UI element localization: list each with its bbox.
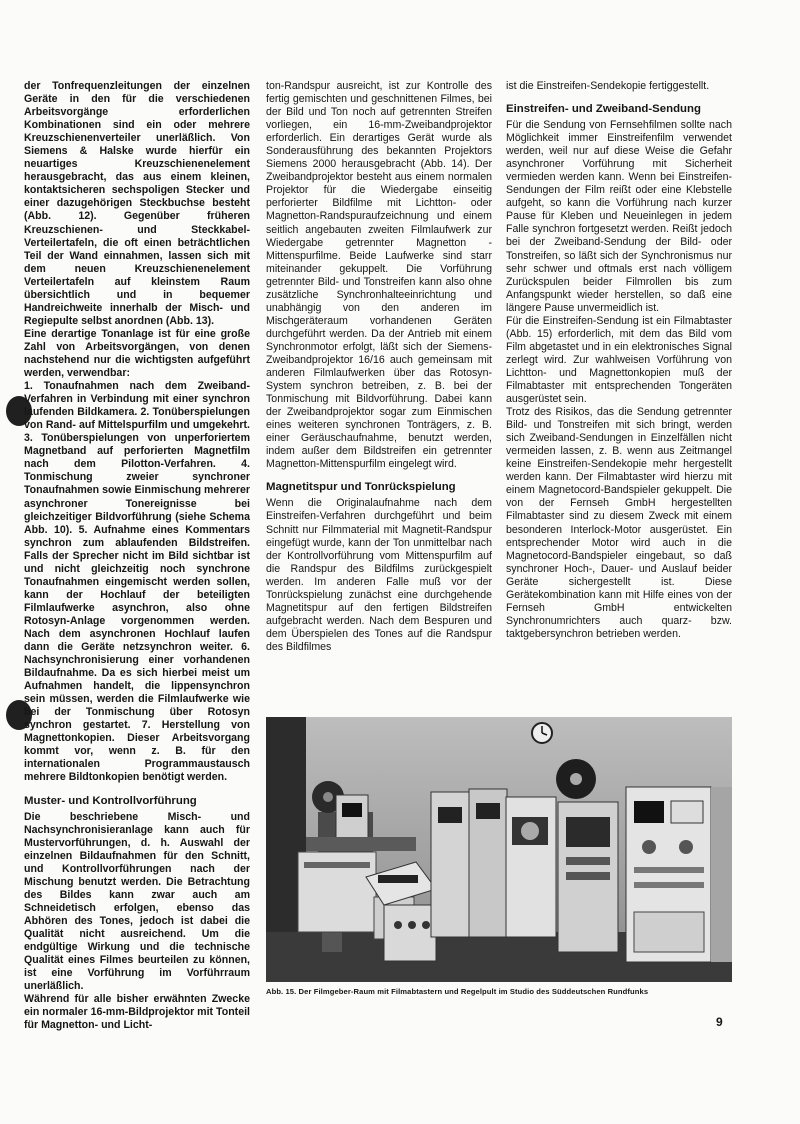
paragraph: 1. Tonaufnahmen nach dem Zweiband-Verfahren in Verbindung mit einer synchron laufenden Bildkamera. 2. Tonüberspielungen von Rand- auf Mittelspurfilm und umgekehrt. 3. Tonüberspielungen von unperforiertem Magnetband auf perforierten Magnetfilm nach dem Pilotton-Verfahren. 4. Tonmischung zweier synchroner Tonaufnahmen sowie Einmischung mehrerer asynchroner Tonereignisse bei gleichzeitiger Bildvorführung (siehe Schema Abb. 10). 5. Aufnahme eines Kommentars synchron zum ablaufenden Bildstreifen. Falls der Sprecher nicht im Bild sichtbar ist und nicht gleichzeitig noch synchrone Tonaufnahmen eingemischt werden sollen, kann der Hochlauf der beteiligten Filmlaufwerke asynchron, also ohne Rotosyn-Anlage vorgenommen werden. Nach dem asynchronen Hochlauf laufen dann die Geräte netzsynchron weiter. 6. Nachsynchronisierung einer vorhandenen Bildaufnahme. Da es sich hierbei meist um Aufnahmen handelt, die lippensynchron sein müssen, werden die Filmlaufwerke wie bei der Tonmischung über Rotosyn synchron gestartet. 7. Herstellung von Magnettonkopien. Dieser Arbeitsvorgang kommt vor, wenn z. B. für den internationalen Programmaustausch mehrere Bildtonkopien benötigt werden. bbox=[24, 380, 250, 784]
paragraph: ist die Einstreifen-Sendekopie fertiggestellt. bbox=[506, 80, 710, 92]
section-heading: Magnetitspur und Tonrückspielung bbox=[266, 481, 456, 494]
paragraph: Während für alle bisher erwähnten Zwecke ein normaler 16-mm-Bildprojektor mit Tonteil für Magnetton- und Licht- bbox=[24, 993, 250, 1032]
page-number: 9 bbox=[716, 1015, 723, 1029]
figure-caption: Abb. 15. Der Filmgeber-Raum mit Filmabtastern und Regelpult im Studio des Süddeutschen Rundfunks bbox=[266, 987, 649, 996]
paragraph: Für die Einstreifen-Sendung ist ein Filmabtaster (Abb. 15) erforderlich, mit dem das Bild vom Film abgetastet und in ein elektronisches Signal zerlegt wird. Zur wahlweisen Vorführung von Lichtton- und Magnettonkopien muß der Filmabtaster mit entsprechenden Tongeräten ausgerüstet sein. bbox=[506, 314, 732, 406]
paragraph: Die beschriebene Misch- und Nachsynchronisieranlage kann auch für Mustervorführungen, d. h. Auswahl der einzelnen Bildaufnahmen für den Schnitt, und Kontrollvorführungen nach der Mischung benutzt werden. Die Betrachtung des Bildes kann zwar auch am Schneidetisch erfolgen, ebenso das Abhören des Tones, jedoch ist dabei die Qualität nicht ausreichend. Um die endgültige Wirkung und die technische Qualität eines Filmes beurteilen zu können, ist eine Vorführung im Vorführraum unerläßlich. bbox=[24, 810, 250, 993]
paragraph: der Tonfrequenzleitungen der einzelnen Geräte in den für die verschiedenen Arbeitsvorgänge erforderlichen Kombinationen sind ein oder mehrere Kreuzschienenverteiler unerläßlich. Von Siemens & Halske wurde hierfür ein neuartiges Kreuzschienenelement herausgebracht, das aus einem kleinen, kontaktsicheren sechspoligen Stecker und einer dazugehörigen Steckbuchse besteht (Abb. 12). Gegenüber früheren Kreuzschienen- und Steckkabel-Verteilertafeln, die oft einen beträchtlichen Teil der Wand einnahmen, lassen sich mit dem neuen Kreuzschienenelement Verteilertafeln auf kleinstem Raum übersichtlich und in bequemer Handreichweite innerhalb der Misch- und Regiepulte selbst anordnen (Abb. 13). bbox=[24, 80, 250, 327]
paragraph: Trotz des Risikos, das die Sendung getrennter Bild- und Tonstreifen mit sich bringt, werden sich Zweiband-Sendungen in Einzelfällen nicht vermeiden lassen, z. B. wenn aus Zeitmangel keine Einstreifen-Sendekopie mehr hergestellt werden kann. Der Filmabtaster wird hierzu mit einem Magnetocord-Bandspieler gekuppelt. Die von der Fernseh GmbH hergestellten Filmabtaster sind zu diesem Zweck mit einem besonderen Interlock-Motor ausgerüstet. Ein entsprechender Motor wird auch in die Magnetocord-Bandspieler eingebaut, so daß synchroner Hoch-, Dauer- und Auslauf beider Geräte sichergestellt ist. Diese Gerätekombination kann mit Hilfe eines von der Fernseh GmbH entwickelten Synchronumrichters auch quarz- bzw. taktgebersynchron betrieben werden. bbox=[506, 406, 732, 640]
column-1 bbox=[24, 80, 250, 1032]
column-3 bbox=[506, 80, 732, 641]
studio-photo bbox=[266, 717, 732, 982]
paragraph: Eine derartige Tonanlage ist für eine große Zahl von Arbeitsvorgängen, von denen nachstehend nur die wichtigsten aufgeführt werden, verwendbar: bbox=[24, 327, 250, 380]
paragraph: Wenn die Originalaufnahme nach dem Einstreifen-Verfahren durchgeführt und beim Schnitt nur Filmmaterial mit Magnetit-Randspur eingefügt wurde, kann der Ton unmittelbar nach der Kontrollvorführung vom Mittenspurfilm auf die Randspur des Bildfilms zurückgespielt werden. Im anderen Falle muß vor der Tonrückspielung zunächst eine durchgehende Magnetitspur auf den fertigen Bildstreifen aufgebracht werden. Nach dem Bespuren und dem Überspielen des Tones auf die Randspur des Bildfilmes bbox=[266, 497, 492, 653]
paragraph: ton-Randspur ausreicht, ist zur Kontrolle des fertig gemischten und geschnittenen Filmes, bei der Bild und Ton noch auf getrennten Streifen vorliegen, ein 16-mm-Zweibandprojektor erforderlich. Ein derartiges Gerät wurde als Sonderausführung des bekannten Projektors Siemens 2000 herausgebracht (Abb. 14). Der Zweibandprojektor besteht aus einem normalen Projektor für die Wiedergabe einseitig perforierter Bildfilme mit Lichtton- oder Magnetton-Randspuraufzeichnung und einem seitlich angebauten zweiten Filmlaufwerk zur Wiedergabe getrennter Magnetton - Mittenspurfilme. Beide Laufwerke sind starr miteinander gekuppelt. Die Vorführung getrennter Bild- und Tonstreifen kann also ohne zusätzliche Synchronhalteeinrichtung und unabhängig von den anderen im Mischgeräteraum vorhandenen Geräten durchgeführt werden. Da der Antrieb mit einem Synchronmotor erfolgt, läßt sich der Siemens-Zweibandprojektor 16/16 auch gemeinsam mit anderen Filmlaufwerken über das Rotosyn-System synchron betreiben, z. B. bei der Tonmischung mit Bildvorführung. Dabei kann der Zweibandprojektor sogar zum Einmischen eines weiteren synchronen Tonträgers, z. B. einer Geräuschaufnahme, benutzt werden, indem außer dem Bildstreifen ein getrennter Magnetton-Mittenspurfilm eingelegt wird. bbox=[266, 80, 492, 471]
section-heading: Einstreifen- und Zweiband-Sendung bbox=[506, 103, 701, 116]
paragraph: Für die Sendung von Fernsehfilmen sollte nach Möglichkeit immer Einstreifenfilm verwendet werden, weil nur auf diese Weise die Gefahr asynchroner Vorführung mit Sicherheit vermieden werden kann. Wenn bei Einstreifen-Sendungen der Film reißt oder eine Klebstelle aufgeht, so kann die Vorführung nach kurzer Pause für Kleben und Neueinlegen in jedem Falle synchron fortgesetzt werden. Reißt jedoch bei der Zweiband-Sendung der Bild- oder Tonstreifen, so läßt sich der Synchronismus nur sehr schwer und oftmals erst nach völligem Zurückspulen beider Filmrollen bis zum Anfangspunkt wieder herstellen, so daß eine längere Pause unvermeidlich ist. bbox=[506, 119, 732, 314]
section-heading: Muster- und Kontrollvorführung bbox=[24, 794, 197, 807]
column-2 bbox=[266, 80, 492, 654]
